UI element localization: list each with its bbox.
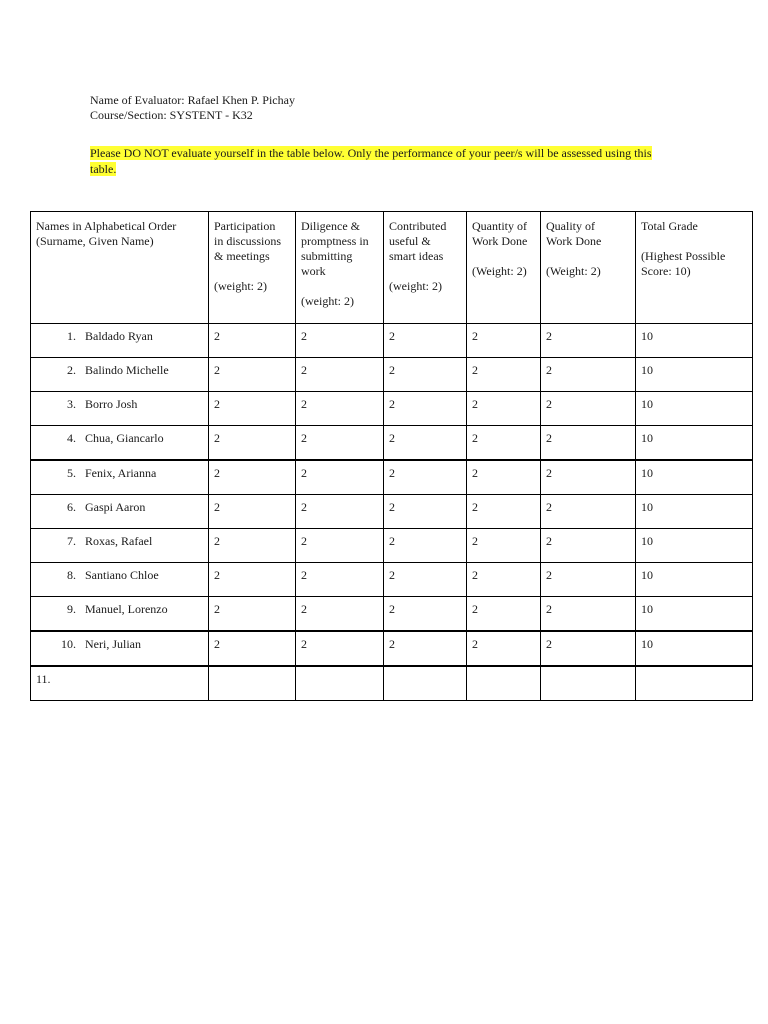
contributed-cell: 2 [384,426,467,461]
quality-cell: 2 [541,358,636,392]
contributed-cell: 2 [384,631,467,666]
diligence-cell: 2 [296,358,384,392]
participation-cell: 2 [209,529,296,563]
diligence-cell: 2 [296,631,384,666]
peer-evaluation-table [30,211,753,701]
total-cell: 10 [636,358,753,392]
name-cell: 11. [31,666,209,701]
peer-name: Baldado Ryan [85,329,153,343]
quantity-cell: 2 [467,563,541,597]
header-total: Total Grade (Highest Possible Score: 10) [636,212,753,324]
total-cell: 10 [636,460,753,495]
total-cell: 10 [636,495,753,529]
contributed-cell: 2 [384,324,467,358]
name-cell [31,426,209,461]
empty-cell [209,666,296,701]
diligence-cell: 2 [296,460,384,495]
diligence-cell: 2 [296,392,384,426]
quality-cell: 2 [541,324,636,358]
quality-cell: 2 [541,529,636,563]
total-cell: 10 [636,529,753,563]
evaluator-name: Name of Evaluator: Rafael Khen P. Pichay [90,93,295,107]
row-number: 3. [67,397,76,411]
peer-name: Manuel, Lorenzo [85,602,168,616]
participation-cell: 2 [209,392,296,426]
instruction-text: Please DO NOT evaluate yourself in the table below. Only the performance of your peer/s will be assessed using this table. [90,146,652,176]
row-number: 1. [67,329,76,343]
participation-cell: 2 [209,563,296,597]
participation-cell: 2 [209,324,296,358]
table-row [31,563,753,597]
empty-cell [296,666,384,701]
empty-cell [636,666,753,701]
quantity-cell: 2 [467,460,541,495]
table-row [31,460,753,495]
contributed-cell: 2 [384,597,467,632]
diligence-cell: 2 [296,563,384,597]
total-cell: 10 [636,392,753,426]
empty-cell [467,666,541,701]
course-section: Course/Section: SYSTENT - K32 [90,108,253,122]
diligence-cell: 2 [296,495,384,529]
name-cell [31,563,209,597]
quality-cell: 2 [541,495,636,529]
total-cell: 10 [636,426,753,461]
contributed-cell: 2 [384,392,467,426]
diligence-cell: 2 [296,426,384,461]
participation-cell: 2 [209,597,296,632]
quantity-cell: 2 [467,495,541,529]
table-row [31,529,753,563]
row-number: 4. [67,431,76,445]
instruction-notice [90,145,670,177]
participation-cell: 2 [209,495,296,529]
contributed-cell: 2 [384,460,467,495]
name-cell [31,631,209,666]
quantity-cell: 2 [467,324,541,358]
header-row [31,212,753,324]
table-row [31,392,753,426]
row-number: 6. [67,500,76,514]
evaluator-info [90,93,295,123]
diligence-cell: 2 [296,597,384,632]
table-row [31,495,753,529]
quality-cell: 2 [541,631,636,666]
table-row [31,324,753,358]
table-row [31,631,753,666]
empty-cell [384,666,467,701]
name-cell [31,358,209,392]
header-diligence: Diligence & promptness in submitting work (weight: 2) [296,212,384,324]
header-names: Names in Alphabetical Order (Surname, Given Name) [31,212,209,324]
peer-name: Borro Josh [85,397,138,411]
contributed-cell: 2 [384,563,467,597]
participation-cell: 2 [209,460,296,495]
quantity-cell: 2 [467,631,541,666]
quantity-cell: 2 [467,358,541,392]
row-number: 7. [67,534,76,548]
peer-name: Santiano Chloe [85,568,159,582]
header-quality: Quality of Work Done (Weight: 2) [541,212,636,324]
name-cell [31,460,209,495]
contributed-cell: 2 [384,495,467,529]
quality-cell: 2 [541,426,636,461]
participation-cell: 2 [209,358,296,392]
name-cell [31,597,209,632]
name-cell [31,529,209,563]
table-row [31,597,753,632]
table-row [31,426,753,461]
peer-name: Roxas, Rafael [85,534,153,548]
quality-cell: 2 [541,460,636,495]
row-number: 10. [61,637,76,651]
contributed-cell: 2 [384,529,467,563]
quantity-cell: 2 [467,529,541,563]
peer-name: Chua, Giancarlo [85,431,164,445]
name-cell [31,495,209,529]
total-cell: 10 [636,631,753,666]
header-participation: Participation in discussions & meetings (weight: 2) [209,212,296,324]
diligence-cell: 2 [296,324,384,358]
empty-cell [541,666,636,701]
table-row-blank [31,666,753,701]
quality-cell: 2 [541,563,636,597]
name-cell [31,324,209,358]
quality-cell: 2 [541,597,636,632]
peer-name: Fenix, Arianna [85,466,157,480]
table-row [31,358,753,392]
row-number: 5. [67,466,76,480]
row-number: 2. [67,363,76,377]
total-cell: 10 [636,324,753,358]
total-cell: 10 [636,597,753,632]
header-contributed: Contributed useful & smart ideas (weight: 2) [384,212,467,324]
peer-name: Gaspi Aaron [85,500,146,514]
participation-cell: 2 [209,631,296,666]
total-cell: 10 [636,563,753,597]
header-quantity: Quantity of Work Done (Weight: 2) [467,212,541,324]
quality-cell: 2 [541,392,636,426]
quantity-cell: 2 [467,597,541,632]
quantity-cell: 2 [467,392,541,426]
peer-name: Neri, Julian [85,637,141,651]
name-cell [31,392,209,426]
participation-cell: 2 [209,426,296,461]
row-number: 8. [67,568,76,582]
row-number: 9. [67,602,76,616]
diligence-cell: 2 [296,529,384,563]
contributed-cell: 2 [384,358,467,392]
quantity-cell: 2 [467,426,541,461]
peer-name: Balindo Michelle [85,363,169,377]
